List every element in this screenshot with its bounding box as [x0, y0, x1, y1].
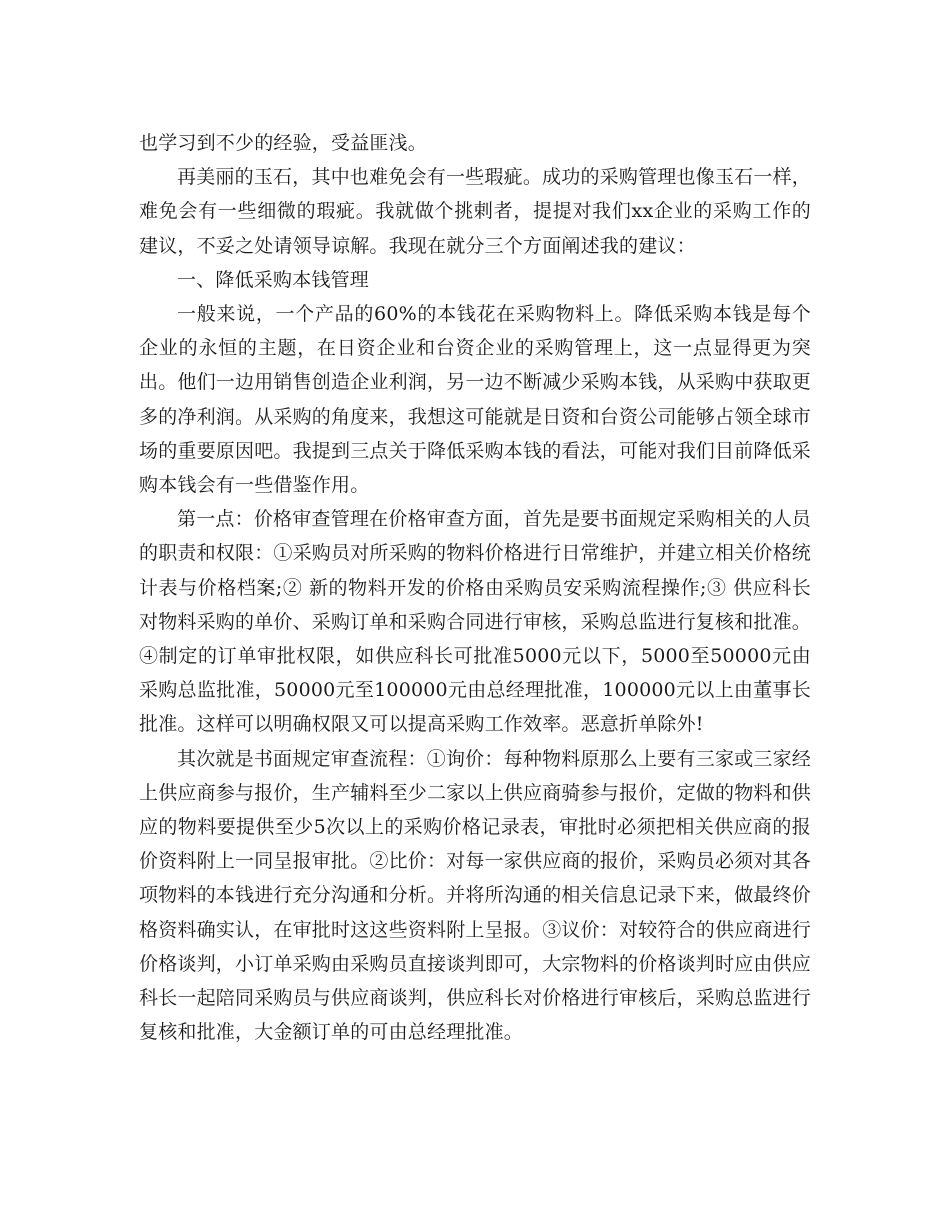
document-body [139, 126, 811, 1049]
paragraph-suggestions-intro: 再美丽的玉石，其中也难免会有一些瑕疵。成功的采购管理也像玉石一样，难免会有一些细微的瑕疵。我就做个挑剌者，提提对我们xx企业的采购工作的建议，不妥之处请领导谅解。我现在就分三个方面阐述我的建议： [139, 166, 811, 257]
paragraph-continuation: 也学习到不少的经验，受益匪浅。 [139, 132, 428, 154]
paragraph-cost-overview: 一般来说，一个产品的60%的本钱花在采购物料上。降低采购本钱是每个企业的永恒的主题，在日资企业和台资企业的采购管理上，这一点显得更为突出。他们一边用销售创造企业利润，另一边不断减少采购本钱，从采购中获取更多的净利润。从采购的角度来，我想这可能就是日资和台资公司能够占领全球市场的重要原因吧。我提到三点关于降低采购本钱的看法，可能对我们目前降低采购本钱会有一些借鉴作用。 [139, 303, 812, 497]
paragraph-price-review: 第一点：价格审查管理在价格审查方面，首先是要书面规定采购相关的人员的职责和权限：①采购员对所采购的物料价格进行日常维护，并建立相关价格统计表与价格档案;② 新的物料开发的价格由采购员安采购流程操作;③ 供应科长对物料采购的单价、采购订单和采购合同进行审核，采购总监进行复核和批准。④制定的订单审批权限，如供应科长可批准5000元以下，5000至50000元由采购总监批准，50000元至100000元由总经理批准，100000元以上由董事长批准。这样可以明确权限又可以提高采购工作效率。恶意折单除外! [139, 508, 812, 736]
section-heading-cost-management: 一、降低采购本钱管理 [177, 268, 370, 291]
paragraph-review-process: 其次就是书面规定审查流程：①询价：每种物料原那么上要有三家或三家经上供应商参与报价，生产辅料至少二家以上供应商骑参与报价，定做的物料和供应的物料要提供至少5次以上的采购价格记录表，审批时必须把相关供应商的报价资料附上一同呈报审批。②比价：对每一家供应商的报价，采购员必须对其各项物料的本钱进行充分沟通和分析。并将所沟通的相关信息记录下来，做最终价格资料确实认，在审批时这这些资料附上呈报。③议价：对较符合的供应商进行价格谈判，小订单采购由采购员直接谈判即可，大宗物料的价格谈判时应由供应科长一起陪同采购员与供应商谈判，供应科长对价格进行审核后，采购总监进行复核和批准，大金额订单的可由总经理批准。 [139, 747, 812, 1044]
